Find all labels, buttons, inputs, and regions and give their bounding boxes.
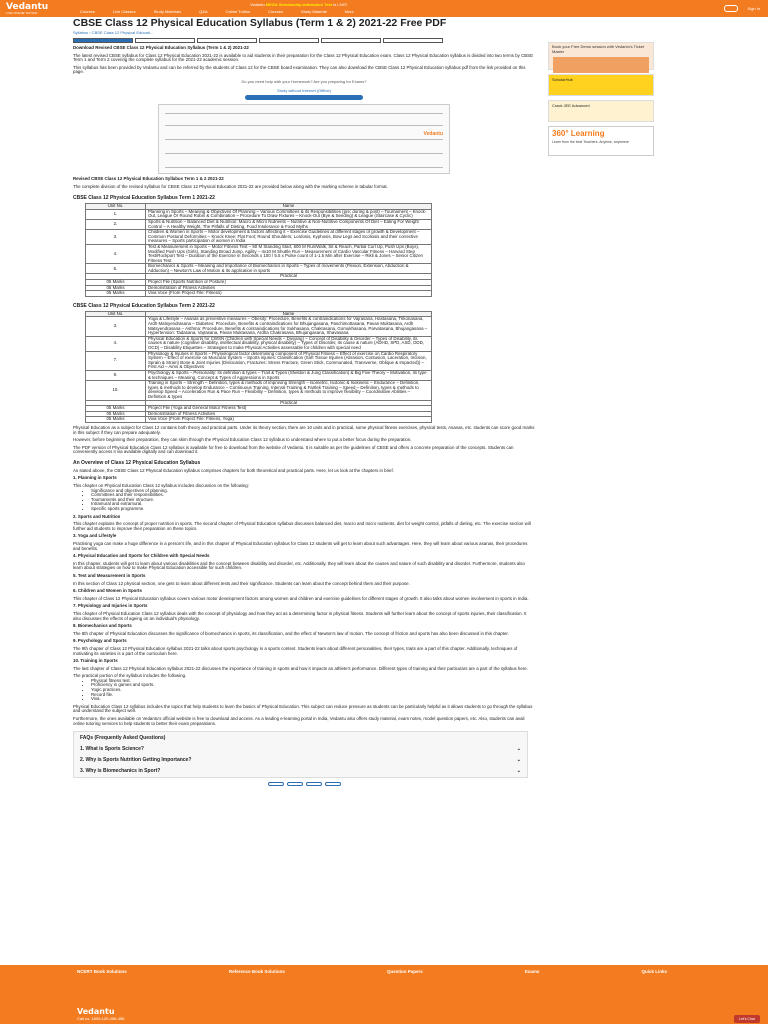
name-cell: Practical: [146, 274, 432, 280]
term1-heading: CBSE Class 12 Physical Education Syllabus Term 1 2021-22: [73, 195, 215, 202]
unit-cell: 05 Marks: [86, 411, 146, 417]
unit-cell: 05 Marks: [86, 406, 146, 412]
column-header: Name: [146, 204, 432, 210]
footer-link[interactable]: Question Papers: [386, 969, 423, 974]
whatsapp-share-icon[interactable]: [306, 782, 322, 786]
facebook-share-icon[interactable]: [268, 782, 284, 786]
enquiry-text: Do you need help with your Homework? Are you preparing for Exams?: [241, 78, 367, 84]
table-row: [86, 381, 432, 400]
footer-link[interactable]: Quick Links: [641, 969, 667, 974]
name-cell: Training in Sports – Strength – Definition, types & methods of improving Strength – Isometric, Isotonic & Isokinetic – Endurance – Definition, types & methods to develop Endurance – Continuous Training, Interval Training & Fartlek Training – Speed – Definition, types & methods to develop Speed – Acceleration Run & Pace Run – Flexibility – Definition, types & methods to improve flexibility – Coordinative Abilities – Definition & types: [146, 381, 432, 400]
name-cell: Practical: [146, 400, 432, 406]
unit-heading: 4. Physical Education and Sports for Children with Special Needs: [73, 553, 210, 559]
table-line: [165, 125, 443, 126]
name-cell: Project File (Sports Nutrition or Posture): [146, 280, 432, 286]
unit-paragraph: Practising yoga can make a huge difference in a person's life, and in this chapter of Physical Education syllabus for Class 12 students will get to learn about such advantages. Here, they will learn about various asanas, their procedures and benefits.: [73, 541, 528, 551]
page-title: CBSE Class 12 Physical Education Syllabus (Term 1 & 2) 2021-22 Free PDF: [73, 17, 447, 29]
closing-paragraph: Physical Education Class 12 syllabus includes the topics that help students to learn the basics of Physical Education. This subject can reduce pressure as students can be particularly helpful as it allows students to go through the syllabus and understand the subject well.: [73, 703, 533, 714]
sign-in-link[interactable]: Sign In: [747, 6, 760, 11]
syllabus-caption: The complete division of the revised syllabus for CBSE Class 12 Physical Education 2021-22 are provided below along with the marking scheme in tabular format.: [73, 183, 388, 189]
unit-cell: 05 Marks: [86, 417, 146, 423]
list-item: • Tournaments and their structure.: [91, 498, 535, 503]
footer-link[interactable]: Exams: [524, 969, 540, 974]
tab[interactable]: [197, 38, 257, 43]
body-paragraph: However, before beginning their preparation, they can skim through the Physical Education Class 12 syllabus to understand where to put a better focus during the preparation.: [73, 437, 412, 443]
unit-paragraph: This chapter explains the concept of proper nutrition in sports. The second chapter of Physical Education syllabus discusses balanced diet, macro and micro nutrients, diet for weight control, pitfalls of dieting, etc. The exercise section will further aid students to improve their preparation on these topics.: [73, 521, 531, 531]
tab[interactable]: [321, 38, 381, 43]
sidebar-card-scholarhub[interactable]: ScholarHub: [548, 74, 654, 96]
name-cell: Project File (Yoga and General Motor Fitness Test): [146, 406, 432, 412]
syllabus-image: [158, 104, 450, 174]
table-line: [165, 113, 443, 114]
list-item: • Yogic practices.: [91, 688, 535, 693]
breadcrumb[interactable]: Syllabus › CBSE Class 12 Physical Educati...: [73, 30, 154, 35]
name-cell: Viva Voce (From Project File: Fitness, Yoga): [146, 417, 432, 423]
column-header: Unit No.: [86, 204, 146, 210]
unit-cell: 10.: [86, 381, 146, 400]
nav-item[interactable]: Study Material: [301, 9, 327, 14]
footer-link[interactable]: NCERT Book Solutions: [77, 969, 127, 974]
chevron-down-icon: ⌄: [516, 746, 521, 753]
overview-heading: An Overview of Class 12 Physical Education Syllabus: [73, 459, 201, 466]
unit-paragraph: This chapter on Physical Education Class 12 syllabus includes discussion on the following:: [73, 483, 249, 489]
footer: [0, 965, 768, 1024]
unit1-list: [73, 489, 535, 512]
unit-paragraph: The 9th chapter of Class 12 Physical Education syllabus 2021-22 talks about sports psychology in a sports context. Students learn about different personalities, their types, traits are a part of this chapter. Additionally, techniques of motivating its varieties is a part of the curriculum here.: [73, 645, 518, 656]
column-header: Unit No.: [86, 311, 146, 317]
list-item: • Significance and objectives of planning.: [91, 489, 535, 494]
unit-heading: 5. Test and Measurement in Sports: [73, 572, 146, 578]
column-header: Name: [146, 311, 432, 317]
table-line: [165, 153, 443, 154]
unit-heading: 9. Psychology and Sports: [73, 638, 127, 644]
name-cell: Psychology & Sports – Personality: its definition & types – Trait & Types (Sheldon & Jung Classification) & Big Five Theory – Motivation, its type & techniques – Meaning, Concept & Types of Aggressions in Sports: [146, 370, 432, 380]
table-row: [86, 317, 432, 336]
unit-heading: 8. Biomechanics and Sports: [73, 623, 132, 629]
term2-heading: CBSE Class 12 Physical Education Syllabus Term 2 2021-22: [73, 302, 215, 309]
nav-item[interactable]: Study Materials: [153, 9, 182, 14]
table-row: [86, 244, 432, 263]
term2-table: [85, 311, 432, 423]
tab[interactable]: [259, 38, 319, 43]
sidebar-card-360-learning[interactable]: 360° Learning Learn from the best Teachers. Anytime, anywhere: [548, 126, 654, 156]
body-paragraph: Physical Education as a subject for Class 12 contains both theory and practical parts. Under its theory section, there are 10 units and in practical, some physical fitness exercises, physical tests, Asanas, etc. students can score good marks in this subject if they can prepare adequately.: [73, 424, 535, 435]
unit-cell: 9.: [86, 370, 146, 380]
list-item: • Viva.: [91, 697, 535, 702]
main-nav: [80, 9, 354, 14]
table-row: [86, 370, 432, 380]
sidebar-card-jee[interactable]: Crack JEE Advanced: [548, 100, 654, 122]
name-cell: Physical Education & Sports for CWSN (Children with Special Needs – Divyang) – Concept of Disability & Disorder – Types of Disability, its causes & nature (cognitive disability, intellectual disability, physical disability) – Types of Disorder, its cause & nature (ADHD, SPD, ASD, ODD, OCD) – Disability Etiquettes – Strategies to make Physical Activities assessable for children with special need: [146, 336, 432, 351]
list-item: • Record file.: [91, 693, 535, 698]
name-cell: Test & Measurement in Sports – Motor Fitness Test – 50 M Standing Start, 600 M Run/Walk, Sit & Reach, Partial Curl Up, Push Ups (Boys), Modified Push Ups (Girls), Standing Broad Jump, Agility – 4x10 M Shuttle Run – Measurement of Cardio Vascular Fitness – Harvard Step Test/Rockport Test – Duration of the Exercise in Seconds x 100 / 5.5 x Pulse count of 1-1.5 Min after Exercise – Rikli & Jones – Senior Citizen Fitness Test: [146, 244, 432, 263]
faq-section: [73, 731, 528, 778]
image-brand-logo: Vedantu: [423, 130, 443, 137]
unit-paragraph: In this section of Class 12 physical section, one gets to learn about different tests and their significance. Students can learn about the concept behind them and their purpose.: [73, 580, 410, 586]
table-row: [86, 230, 432, 245]
unit-heading: 6. Children and Women in Sports: [73, 588, 142, 594]
enquiry-link[interactable]: Study without Internet (Offline): [277, 87, 331, 93]
table-row: [86, 351, 432, 370]
unit-heading: 10. Training in Sports: [73, 658, 118, 664]
user-icon[interactable]: [724, 5, 738, 12]
list-item: • Physical fitness test.: [91, 679, 535, 684]
unit-cell: 7.: [86, 351, 146, 370]
faq-question[interactable]: 2. Why is Sports Nutrition Getting Importance? ⌄: [80, 757, 521, 764]
unit-paragraph: In this chapter, students will get to learn about various disabilities and the concept between disability and disorder, etc. Additionally, they will learn about the causes and nature of such disability and disorder. Furthermore, students also learn about strategies on how to make Physical Education accessible for such children.: [73, 560, 525, 571]
list-item: • Committees and their responsibilities.: [91, 493, 535, 498]
faq-question[interactable]: 3. Why is Biomechanics in Sport? ⌄: [80, 768, 521, 775]
list-item: • Specific sports programme.: [91, 507, 535, 512]
unit-cell: 2.: [86, 219, 146, 229]
faq-question[interactable]: 1. What is Sports Science? ⌄: [80, 746, 521, 753]
name-cell: Viva Voce (From Project File: Fitness): [146, 291, 432, 297]
practical-intro: The practical portion of the syllabus includes the following.: [73, 673, 187, 679]
nav-item[interactable]: More: [344, 9, 354, 14]
unit-heading: 1. Planning in Sports: [73, 475, 117, 481]
chevron-down-icon: ⌄: [516, 757, 521, 764]
term1-table: [85, 203, 432, 297]
overview-paragraph: As stated above, the CBSE Class 12 Physical Education syllabus comprises chapters for both theoretical and practical parts. Here, let us look at the chapters in brief.: [73, 467, 394, 473]
article: [73, 18, 535, 786]
unit-cell: 05 Marks: [86, 285, 146, 291]
twitter-share-icon[interactable]: [287, 782, 303, 786]
practical-list: [73, 679, 535, 702]
intro-heading: Download Revised CBSE Class 12 Physical Education Syllabus (Term 1 & 2) 2021-22: [73, 45, 249, 50]
logo-tagline: LIVE ONLINE TUITION: [6, 11, 38, 15]
list-item: • Proficiency in games and sports.: [91, 683, 535, 688]
name-cell: Biomechanics & Sports – Meaning and Importance of Biomechanics in Sports – Types of movements (Flexion, Extension, Abduction & Adduction) – Newton's Law of Motion & its application in sports: [146, 264, 432, 274]
promo-banner[interactable]: Vedantu MEGA Scholarship Admission Test is LIVE!: [250, 2, 348, 7]
unit-paragraph: The 8th chapter of Physical Education discusses the significance of biomechanics in sports, its classification, and the effect of Newton's law of motion. The concept of friction and sports has also been discussed in this chapter.: [73, 630, 509, 636]
cta-button[interactable]: [245, 95, 363, 100]
table-row: [86, 209, 432, 219]
table-line: [165, 167, 443, 168]
unit-cell: 3.: [86, 230, 146, 245]
chat-button[interactable]: Let's Chat: [734, 1015, 760, 1023]
tab[interactable]: [383, 38, 443, 43]
tab[interactable]: [73, 38, 133, 43]
name-cell: Yoga & Lifestyle – Asanas as preventive measures – Obesity: Procedure, Benefits & contraindications for Vajrasana, Hastasana, Trikonasana, Ardh Matsyendrasana – Diabetes: Procedure, Benefits & contraindications for Bhujangasana, Paschimottasana, Pavan Muktasana, Ardh Matsyendrasana – Asthma: Procedure, Benefits & contraindications for Sukhasana, Chakrasana, Gomukhasana, Parvatasana, Bhujangasana – Hypertension: Tadasana, Vajrasana, Pavan Muktasana, Ardha Chakrasana, Bhujangasana, Shavasana: [146, 317, 432, 336]
chevron-down-icon: ⌄: [516, 768, 521, 775]
share-bar: [73, 782, 535, 786]
banner-illustration: [553, 57, 649, 73]
table-row: [86, 336, 432, 351]
list-item: • Intramural and extramural.: [91, 502, 535, 507]
intro-paragraph: The latest revised CBSE syllabus for Class 12 Physical Education 2021-22 is available to aid students in their preparation for the Class 12 Physical Education exam. Class 12 Physical Education syllabus is divided into two terms by CBSE Term 1 and Term 2 covering the complete syllabus for the 2021-22 academic session.: [73, 52, 534, 63]
footer-link[interactable]: Reference Book Solutions: [228, 969, 285, 974]
vedantu-logo[interactable]: Vedantu: [6, 2, 49, 12]
faq-heading: FAQs (Frequently Asked Questions): [80, 735, 166, 742]
nav-item[interactable]: Courses: [80, 9, 95, 14]
tab[interactable]: [135, 38, 195, 43]
unit-cell: 05 Marks: [86, 280, 146, 286]
nav-item[interactable]: Q&A: [199, 9, 208, 14]
unit-heading: 3. Yoga and Lifestyle: [73, 533, 117, 539]
unit-cell: 1.: [86, 209, 146, 219]
name-cell: Demonstration of Fitness Activities: [146, 285, 432, 291]
top-nav-bar: [0, 0, 768, 17]
closing-paragraph: Furthermore, the ones available on Vedantu's official website is free to download and access. As a leading e-learning portal in India, Vedantu also offers study material, exam notes, model question papers, etc. Also, students can avail online tutoring services to help students to better their exam preparations.: [73, 716, 525, 726]
footer-phone[interactable]: Call us: 1800-120-456-456: [77, 1016, 125, 1021]
unit-paragraph: The last chapter of Class 12 Physical Education syllabus 2021-22 discusses the importance of training in sports and how it impacts an athlete's performance. Different types of training and their particulars are a part of the syllabus here.: [73, 665, 528, 671]
name-cell: Children & Women in Sports – Motor development & factors affecting it – Exercise Guidelines at different stages of growth & Development – Common Postural Deformities – Knock Knee; Flat Foot; Round Shoulders; Lordosis, Kyphosis, Bow Legs and Scoliosis and their corrective measures – Sports participation of women in India: [146, 230, 432, 245]
unit-cell: 5.: [86, 264, 146, 274]
sidebar: [548, 42, 654, 160]
nav-item[interactable]: Online Tuition: [225, 9, 251, 14]
name-cell: Demonstration of Fitness Activities: [146, 411, 432, 417]
body-paragraph: The PDF version of Physical Education Class 12 syllabus is available for free to download from the website of Vedantu. It is suitable as per the guidelines of CBSE and offers a concrete preparation of the concepts. Students can conveniently access it via available digitally and can download it.: [73, 444, 514, 455]
sidebar-card-demo[interactable]: Book your Free Demo session with Vedantu's Ticket Master: [548, 42, 654, 70]
footer-logo[interactable]: Vedantu: [77, 1007, 115, 1016]
name-cell: Sports & Nutrition – Balanced Diet & Nutrition: Macro & Micro Nutrients – Nutritive & Non-Nutritive Components Of Diet – Eating For Weight Control – A Healthy Weight, The Pitfalls of Dieting, Food Intolerance & Food Myths: [146, 219, 432, 229]
table-line: [165, 139, 443, 140]
unit-paragraph: This chapter of Class 12 Physical Education syllabus covers various motor development factors among women and children and exercise guidelines for different stages of growth. It also talks about women involvement in sports in India.: [73, 595, 529, 601]
footer-columns: [77, 969, 667, 974]
table-row: [86, 417, 432, 423]
unit-heading: 2. Sports and Nutrition: [73, 513, 121, 519]
unit-cell: 4.: [86, 336, 146, 351]
syllabus-caption-heading: Revised CBSE Class 12 Physical Education Syllabus Term 1 & 2 2021-22: [73, 175, 224, 181]
unit-heading: 7. Physiology and Injuries in Sports: [73, 603, 148, 609]
unit-cell: 05 Marks: [86, 291, 146, 297]
unit-paragraph: This chapter of Physical Education Class 12 syllabus deals with the concept of physiology and how they act as a determining factor in physical fitness. Students will further learn about the concept of sports injuries, their classification. It also discusses the effects of ageing on an individual's physiology.: [73, 610, 527, 621]
nav-item[interactable]: Live Classes: [112, 9, 136, 14]
table-row: [86, 219, 432, 229]
table-row: [86, 291, 432, 297]
tab-strip: [73, 38, 535, 43]
name-cell: Physiology & Injuries in Sports – Physiological factor determining component of Physical Fitness – Effect of exercise on Cardio Respiratory System – Effect of exercise on Muscular System – Sports injuries: Classification (Soft Tissue Injuries (Abrasion, Contusion, Laceration, Incision, Sprain & Strain) Bone & Joint Injuries (Dislocation, Fractures: Stress Fracture, Green Stick, Communated, Transverse, Oblique & Impacted)) – First Aid – Aims & Objectives: [146, 351, 432, 370]
intro-paragraph-2: This syllabus has been provided by Vedantu and can be referred by the students of Class 12 for the CBSE board examination. They can also download the CBSE Class 12 Physical Education syllabus pdf from the link provided on this page.: [73, 64, 526, 75]
table-row: [86, 264, 432, 274]
name-cell: Planning in Sports – Meaning & Objectives Of Planning – Various Committees & its Responsibilities (pre; during & post) – Tournament – Knock-Out, League Or Round Robin & Combination – Procedure To Draw Fixtures – Knock-Out (Bye & Seeding) & League (Staircase & Cyclic): [146, 209, 432, 219]
unit-cell: 3.: [86, 317, 146, 336]
unit-cell: 4.: [86, 244, 146, 263]
nav-item[interactable]: Courses: [268, 9, 283, 14]
link-share-icon[interactable]: [325, 782, 341, 786]
